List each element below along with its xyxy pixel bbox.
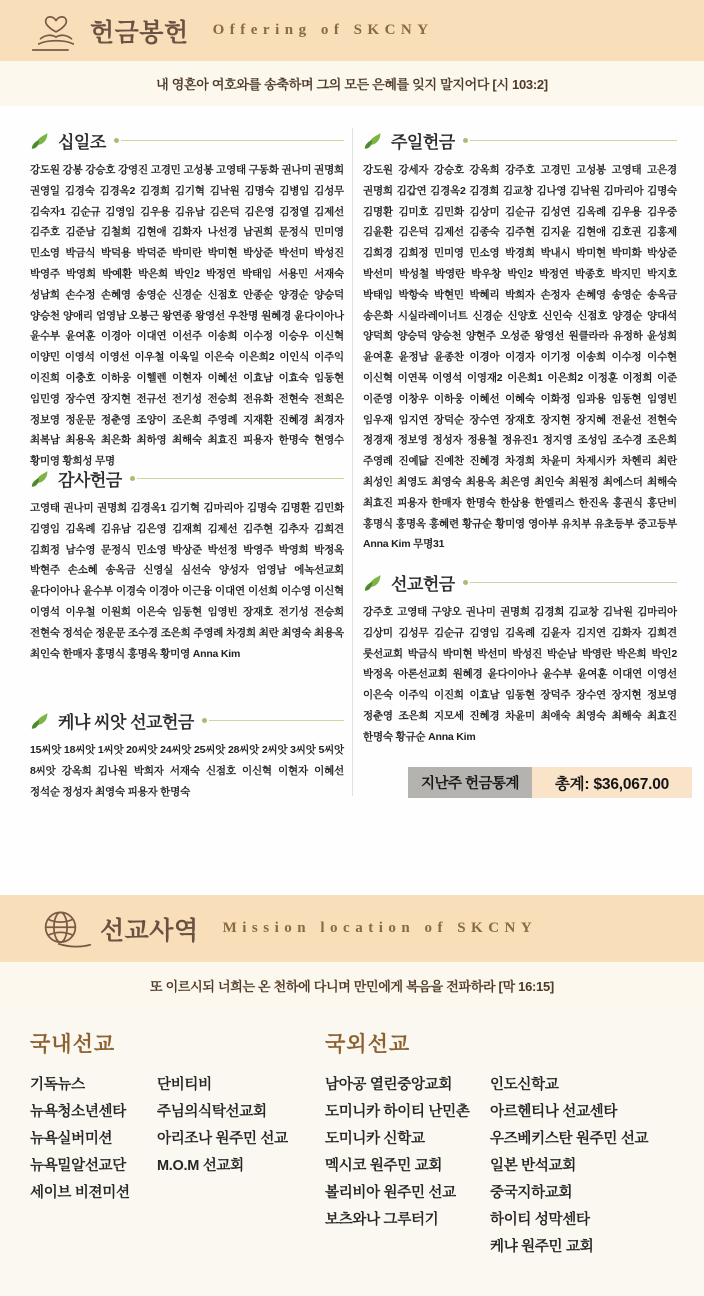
offering-verse: 내 영혼아 여호와를 송축하며 그의 모든 은혜를 잊지 말지어다 [시 103:2]: [156, 77, 548, 92]
rule-line: [470, 140, 677, 141]
section-kenya-seed: [30, 708, 344, 802]
mission-list-item: 일본 반석교회: [490, 1158, 576, 1174]
section-tithe-title: 십일조: [58, 133, 106, 152]
mission-list-item: 세이브 비젼미션: [30, 1185, 130, 1201]
domestic-missions-col2: [157, 1072, 288, 1180]
mission-list-item: 뉴욕실버미션: [30, 1131, 113, 1147]
section-tithe: [30, 128, 344, 472]
mission-list-item: 도미니카 하이티 난민촌: [325, 1104, 470, 1120]
rule-dot: [202, 718, 207, 723]
section-kenya-seed-title: 케냐 씨앗 선교헌금: [58, 713, 194, 732]
domestic-missions-col1: [30, 1072, 130, 1207]
kenya-seed-names: 15씨앗 18씨앗 1씨앗 20씨앗 24씨앗 25씨앗 28씨앗 2씨앗 3씨앗 5씨앗 8씨앗 강옥희 김나원 박희자 서재숙 신점호 이신혁 이현자 이혜선 정석순 정성자 최영숙 피용자 한명숙: [30, 744, 344, 798]
overseas-missions-col2: [490, 1072, 648, 1261]
section-thanksgiving-header: [30, 466, 344, 491]
mission-list-item: 케냐 원주민 교회: [490, 1239, 594, 1255]
overseas-missions-title: 국외선교: [325, 1033, 411, 1056]
offering-title-ko: 헌금봉헌: [90, 18, 189, 47]
section-sunday-offering-title: 주일헌금: [391, 133, 455, 152]
domestic-missions-title: 국내선교: [30, 1033, 116, 1056]
mission-list-item: 볼리비아 원주민 선교: [325, 1185, 456, 1201]
leaf-icon: [30, 131, 52, 150]
mission-list-item: 기독뉴스: [30, 1077, 85, 1093]
column-divider: [352, 128, 353, 796]
mission-list-item: 뉴욕청소년센타: [30, 1104, 126, 1120]
leaf-icon: [30, 469, 52, 488]
mission-list-item: 중국지하교회: [490, 1185, 573, 1201]
leaf-icon: [363, 131, 385, 150]
mission-list-item: 주님의식탁선교회: [157, 1104, 267, 1120]
mission-header-band: [0, 895, 704, 962]
hands-heart-icon: [30, 6, 82, 56]
mission-list-item: 뉴욕밀알선교단: [30, 1158, 126, 1174]
stats-total: 총계: $36,067.00: [532, 767, 692, 798]
rule-line: [470, 582, 677, 583]
mission-title-en: Mission location of SKCNY: [222, 920, 538, 936]
section-kenya-seed-header: [30, 708, 344, 733]
mission-title-ko: 선교사역: [100, 916, 199, 945]
mission-list-item: 보츠와나 그루터기: [325, 1212, 439, 1228]
section-mission-offering: [363, 570, 677, 748]
rule-line: [209, 720, 344, 721]
rule-line: [121, 140, 344, 141]
section-sunday-offering-header: [363, 128, 677, 153]
section-thanksgiving-title: 감사헌금: [58, 471, 122, 490]
offering-title-en: Offering of SKCNY: [212, 22, 434, 38]
rule-dot: [463, 580, 468, 585]
globe-icon: [36, 904, 92, 954]
leaf-icon: [30, 711, 52, 730]
mission-list-item: 인도신학교: [490, 1077, 559, 1093]
mission-list-item: 멕시코 원주민 교회: [325, 1158, 443, 1174]
mission-list-item: 남아공 열린중앙교회: [325, 1077, 453, 1093]
mission-list-item: 도미니카 신학교: [325, 1131, 425, 1147]
rule-dot: [114, 138, 119, 143]
sunday-offering-names: 강도원 강세자 강승호 강옥희 강주호 고경민 고성봉 고영태 고은경 권명희 김갑연 김경옥2 김경희 김교창 김나영 김낙원 김마리아 김명숙 김명환 김미호 김민화 김상미 김순규 김성연 김옥례 김우용 김우중 김윤환 김은덕 김제선 김종숙 김주현 김지윤 김현애 김호권 김홍제 김희경 김희정 민미영 민소영 박경희 박내시 박미현 박미화 박상준 박선미 박성철 박영란 박우창 박인2 박정연 박종호 박지민 박지호 박태임 박항숙 박현민 박혜리 박희자 손정자 손혜영 송영순 송옥금 송은화 시실라레이너트 신경순 신양호 신인숙 신점호 양경순 양대석 양덕희 양승덕 양승천 양현주 오성준 왕영선 원클라라 유정하 윤성희 윤여훈 윤정남 윤종찬 이경아 이경자 이기정 이송희 이수정 이수현 이신혁 이연목 이영석 이영재2 이은희1 이은희2 이정훈 이정희 이준 이준영 이창우 이하웅 이혜선 이혜숙 이화정 임과용 임동현 임영빈 임우재 임지연 장덕순 장수연 장재호 장지현 장지혜 전윤선 전현숙 정경재 정보영 정성자 정용철 정유진1 정지영 조성임 조수경 조은희 주영례 진예닮 진예찬 진혜경 차경희 차윤미 차제시카 차헨리 최란 최성인 최영도 최영숙 최용옥 최은영 최인숙 최원정 최에스더 최해숙 최효진 피용자 한매자 한명숙 한삼용 한엘리스 한진옥 홍권식 홍단비 홍명식 홍명옥 홍혜련 황규순 황미영 영아부 유치부 유초등부 중고등부 Anna Kim 무명31: [363, 164, 677, 551]
section-mission-offering-title: 선교헌금: [391, 575, 455, 594]
rule-dot: [463, 138, 468, 143]
rule-line: [137, 478, 344, 479]
leaf-icon: [363, 573, 385, 592]
mission-list-item: 아르헨티나 선교센타: [490, 1104, 618, 1120]
weekly-stats-bar: [408, 767, 692, 798]
mission-list-item: 우즈베키스탄 원주민 선교: [490, 1131, 649, 1147]
overseas-missions-col1: [325, 1072, 470, 1234]
offering-verse-band: [0, 61, 704, 106]
mission-list-item: 단비티비: [157, 1077, 212, 1093]
section-sunday-offering: [363, 128, 677, 555]
mission-verse: 또 이르시되 너희는 온 천하에 다니며 만민에게 복음을 전파하라 [막 16:15]: [150, 979, 554, 994]
offering-header-band: [0, 0, 704, 61]
section-thanksgiving: [30, 466, 344, 664]
rule-dot: [130, 476, 135, 481]
section-mission-offering-header: [363, 570, 677, 595]
mission-offering-names: 강주호 고영태 구양오 권나미 권명희 김경희 김교창 김낙원 김마리아 김상미 김성무 김순규 김영임 김옥례 김윤자 김지연 김화자 김희견 룻선교회 박금식 박미현 박선미 박성진 박순남 박영란 박은희 박인2 박정옥 아론선교회 원혜경 윤다이아나 윤수부 윤여훈 이대연 이영선 이은숙 이주익 이진희 이효남 임동현 장덕주 장수연 장지현 정보영 정춘영 조은희 지모세 진혜경 차윤미 최애숙 최영숙 최해숙 최효진 한명숙 황규순 Anna Kim: [363, 606, 677, 743]
section-tithe-header: [30, 128, 344, 153]
stats-label: 지난주 헌금통계: [408, 767, 532, 798]
mission-list-item: 아리조나 원주민 선교: [157, 1131, 288, 1147]
mission-list-item: 하이티 성막센타: [490, 1212, 590, 1228]
mission-verse-band: [0, 962, 704, 1009]
tithe-names: 강도원 강봉 강승호 강영진 고경민 고성봉 고영태 구동화 권나미 권명희 권영일 김경숙 김경옥2 김경희 김기혁 김낙원 김명숙 김병임 김성무 김숙자1 김순규 김영임 김우용 김유남 김은덕 김은영 김정열 김제선 김주호 김준남 김철희 김현애 김화자 나선경 남권희 문정식 민미영 민소영 박금식 박덕용 박덕준 박미란 박미현 박상준 박선미 박성진 박영주 박영희 박예환 박은희 박인2 박정연 박태임 서용민 서재숙 성남희 손수정 손혜영 송영순 신경순 신점호 안종순 양경순 양승덕 양승천 양애리 엄영남 오봉근 왕연종 왕영선 우찬명 원혜경 윤다이아나 윤수부 윤여훈 이경아 이대연 이선주 이송희 이수정 이승우 이신혁 이양민 이영석 이영선 이우철 이욱일 이은숙 이은희2 이인식 이주익 이진희 이충호 이하웅 이헬렌 이현자 이혜선 이효남 이효숙 임동현 임민영 장수연 장지현 전규선 전기성 전승희 전유화 전현숙 전희은 정보영 정운문 정춘영 조양이 조은희 주영례 지재환 진혜경 최경자 최복남 최용옥 최은화 최하영 최해숙 최효진 피용자 한명숙 현영수 황미영 황희성 무명: [30, 164, 344, 468]
mission-list-item: M.O.M 선교회: [157, 1158, 244, 1174]
thanksgiving-names: 고영태 권나미 권명희 김경옥1 김기혁 김마리아 김명숙 김명환 김민화 김영임 김옥례 김유남 김은영 김재희 김제선 김주현 김추자 김희견 김희정 남수영 문정식 민소영 박상준 박선정 박영주 박영희 박정옥 박현주 손소혜 송옥금 신영실 심선숙 양성자 엄영남 에녹선교회 윤다이아나 윤수부 이경숙 이경아 이근융 이대연 이선희 이수영 이신혁 이영석 이우철 이원희 이은숙 임동현 임영빈 장재호 전기성 전승희 전현숙 정석순 정운문 조수경 조은희 주영례 차경희 최란 최영숙 최용옥 최인숙 한매자 홍명식 홍명옥 황미영 Anna Kim: [30, 502, 344, 660]
